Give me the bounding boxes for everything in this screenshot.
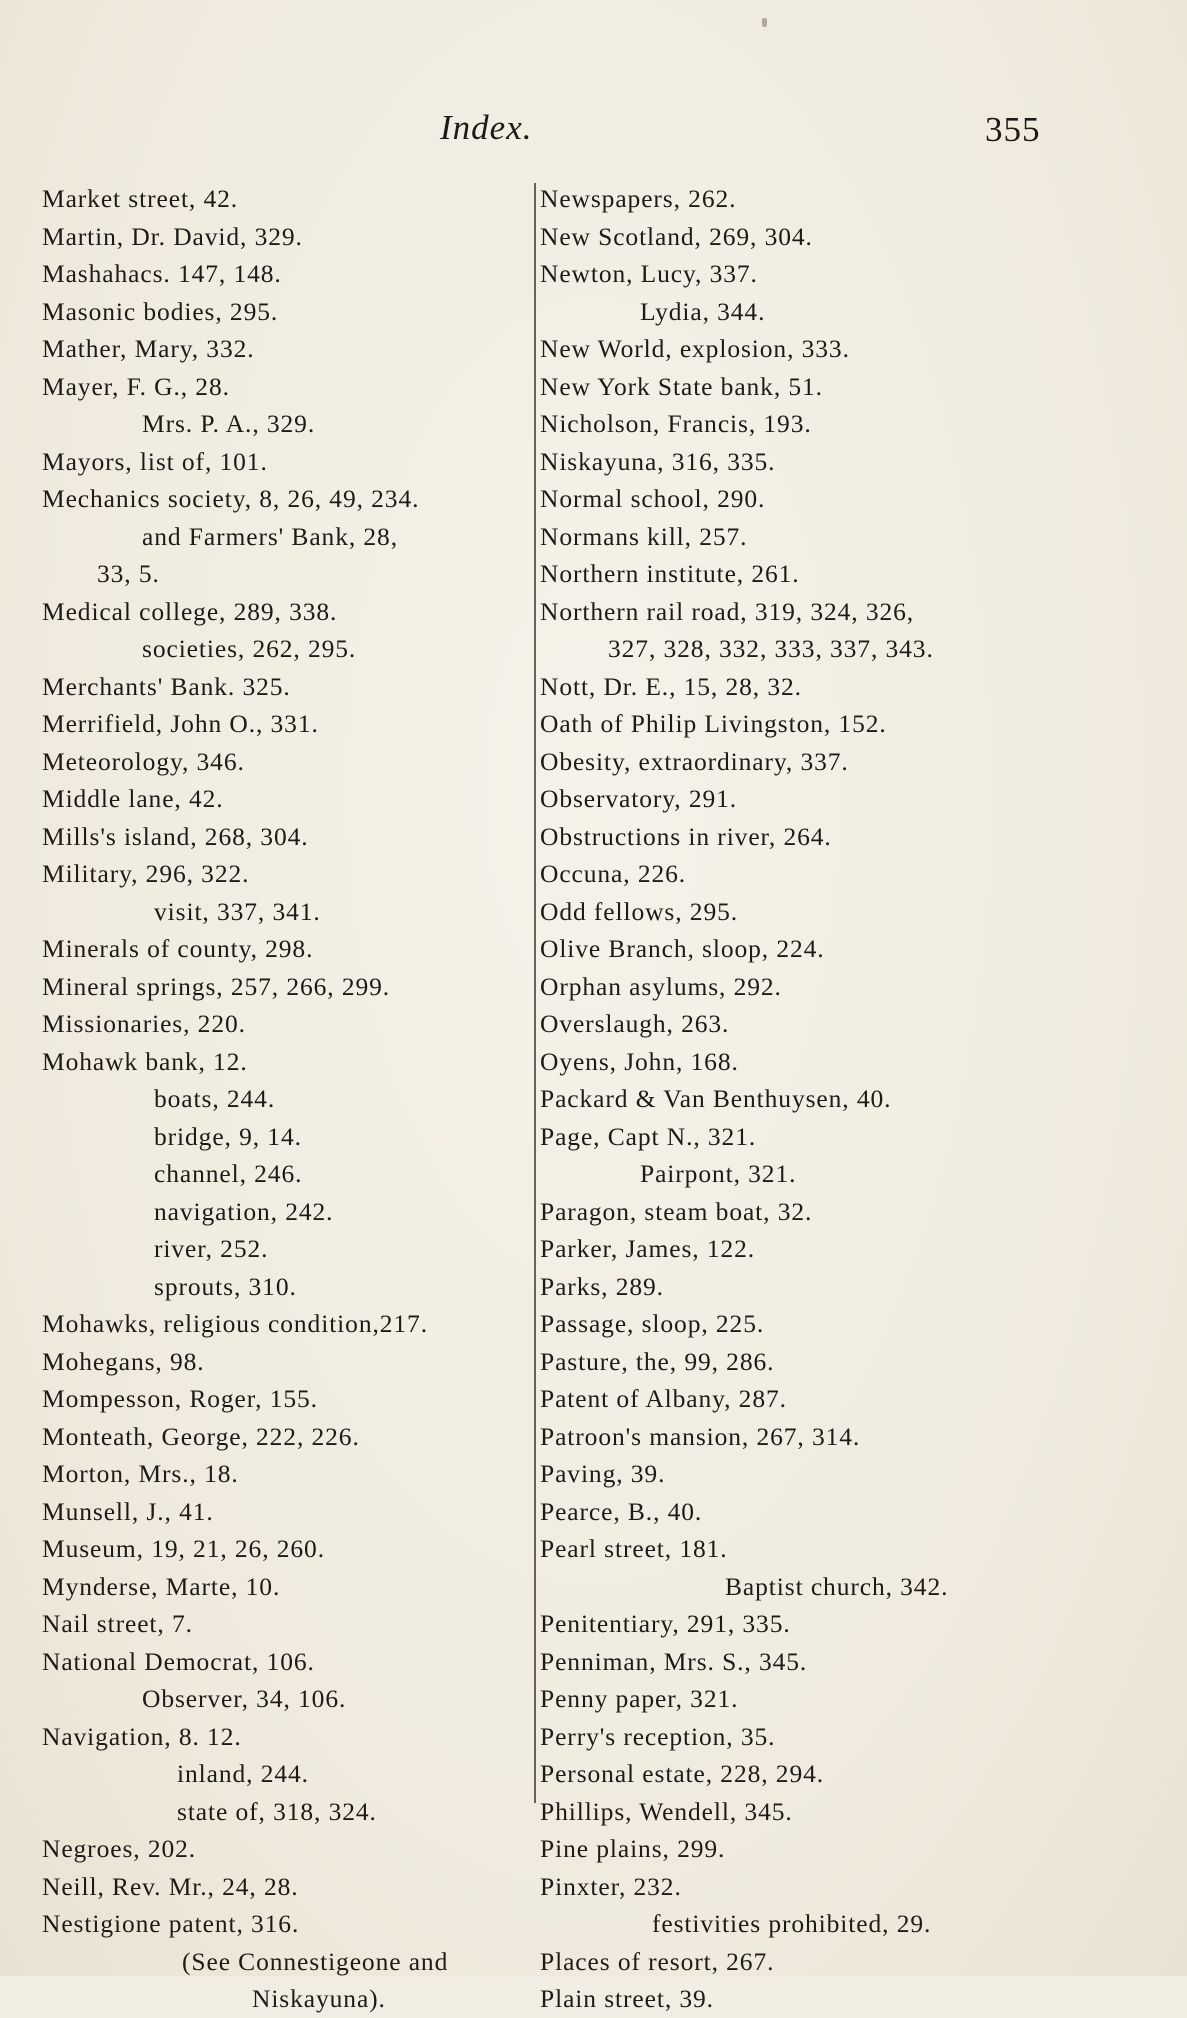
index-entry: Newton, Lucy, 337.: [540, 259, 758, 288]
index-subentry: state of, 318, 324.: [177, 1796, 377, 1826]
index-entry: National Democrat, 106.: [42, 1646, 315, 1676]
index-continuation: 327, 328, 332, 333, 337, 343.: [608, 634, 934, 663]
index-subentry: visit, 337, 341.: [154, 896, 321, 926]
index-entry: Normal school, 290.: [540, 484, 766, 513]
index-subentry: navigation, 242.: [154, 1196, 334, 1226]
index-entry: Northern institute, 261.: [540, 559, 800, 588]
index-entry: Newspapers, 262.: [540, 184, 737, 213]
index-entry: Pasture, the, 99, 286.: [540, 1346, 775, 1376]
index-entry: Passage, sloop, 225.: [540, 1309, 765, 1338]
index-subentry: Baptist church, 342.: [725, 1571, 949, 1601]
index-entry: Penny paper, 321.: [540, 1684, 739, 1713]
index-entry: Paving, 39.: [540, 1459, 666, 1488]
index-entry: New York State bank, 51.: [540, 371, 823, 401]
index-entry: Mills's island, 268, 304.: [42, 821, 309, 851]
index-entry: Nail street, 7.: [42, 1609, 193, 1638]
index-entry: Merchants' Bank. 325.: [42, 671, 291, 701]
index-entry: Mynderse, Marte, 10.: [42, 1571, 281, 1601]
index-entry: Penniman, Mrs. S., 345.: [540, 1646, 808, 1676]
index-entry: Minerals of county, 298.: [42, 934, 314, 963]
index-entry: Military, 296, 322.: [42, 859, 250, 888]
index-entry: Meteorology, 346.: [42, 746, 245, 776]
index-entry: New Scotland, 269, 304.: [540, 221, 813, 251]
index-subentry: festivities prohibited, 29.: [652, 1909, 932, 1938]
index-entry: Odd fellows, 295.: [540, 896, 739, 926]
index-entry: Morton, Mrs., 18.: [42, 1459, 239, 1488]
index-entry: Northern rail road, 319, 324, 326,: [540, 596, 915, 626]
index-entry: Oyens, John, 168.: [540, 1046, 739, 1076]
index-subentry: Pairpont, 321.: [640, 1159, 797, 1188]
index-entry: Page, Capt N., 321.: [540, 1121, 757, 1151]
index-entry: Missionaries, 220.: [42, 1009, 246, 1038]
index-entry: Mechanics society, 8, 26, 49, 234.: [42, 484, 420, 513]
index-entry: Patent of Albany, 287.: [540, 1384, 787, 1413]
index-entry: New World, explosion, 333.: [540, 334, 850, 363]
index-entry: Mineral springs, 257, 266, 299.: [42, 971, 391, 1001]
index-entry: Obesity, extraordinary, 337.: [540, 746, 849, 776]
index-entry: Mayors, list of, 101.: [42, 446, 268, 476]
index-entry: Nott, Dr. E., 15, 28, 32.: [540, 671, 802, 701]
index-entry: Niskayuna, 316, 335.: [540, 446, 776, 476]
running-title: Index.: [440, 108, 533, 147]
index-entry: Merrifield, John O., 331.: [42, 709, 319, 738]
index-entry: Munsell, J., 41.: [42, 1496, 214, 1526]
index-entry: Observatory, 291.: [540, 784, 738, 813]
index-entry: Pearce, B., 40.: [540, 1496, 703, 1526]
index-cross-reference: (See Connestigeone and: [182, 1946, 449, 1976]
index-entry: Parker, James, 122.: [540, 1234, 756, 1263]
index-entry: Mather, Mary, 332.: [42, 334, 255, 363]
index-entry: Market street, 42.: [42, 184, 239, 213]
index-continuation: 33, 5.: [97, 559, 160, 588]
index-entry: Patroon's mansion, 267, 314.: [540, 1421, 861, 1451]
index-entry: Olive Branch, sloop, 224.: [540, 934, 825, 963]
index-entry: Pine plains, 299.: [540, 1834, 726, 1863]
index-subentry: Mrs. P. A., 329.: [142, 409, 316, 438]
index-subentry: channel, 246.: [154, 1159, 303, 1188]
index-entry: Mohegans, 98.: [42, 1346, 205, 1376]
index-column-left: [42, 180, 542, 2018]
index-entry: Paragon, steam boat, 32.: [540, 1196, 813, 1226]
index-entry: Plain street, 39.: [540, 1984, 714, 2013]
index-entry: Packard & Van Benthuysen, 40.: [540, 1084, 892, 1113]
index-entry: Obstructions in river, 264.: [540, 821, 832, 851]
index-entry: Pearl street, 181.: [540, 1534, 728, 1563]
index-entry: Masonic bodies, 295.: [42, 296, 279, 326]
index-entry: Penitentiary, 291, 335.: [540, 1609, 791, 1638]
index-subentry: boats, 244.: [154, 1084, 276, 1113]
index-entry: Mompesson, Roger, 155.: [42, 1384, 318, 1413]
index-entry: Mayer, F. G., 28.: [42, 371, 230, 401]
index-entry: Middle lane, 42.: [42, 784, 224, 813]
index-subentry: Observer, 34, 106.: [142, 1684, 347, 1713]
index-subentry: sprouts, 310.: [154, 1271, 297, 1301]
index-entry: Mohawk bank, 12.: [42, 1046, 248, 1076]
index-entry: Medical college, 289, 338.: [42, 596, 338, 626]
index-entry: Phillips, Wendell, 345.: [540, 1796, 793, 1826]
index-subentry: societies, 262, 295.: [142, 634, 357, 663]
index-cross-reference: Niskayuna).: [252, 1984, 386, 2013]
ink-blot: [762, 18, 767, 27]
index-subentry: bridge, 9, 14.: [154, 1121, 302, 1151]
index-entry: Museum, 19, 21, 26, 260.: [42, 1534, 325, 1563]
index-entry: Mohawks, religious condition,217.: [42, 1309, 428, 1338]
index-entry: Navigation, 8. 12.: [42, 1721, 242, 1751]
index-entry: Pinxter, 232.: [540, 1871, 682, 1901]
index-entry: Mashahacs. 147, 148.: [42, 259, 282, 288]
index-entry: Places of resort, 267.: [540, 1946, 775, 1976]
index-column-right: [540, 180, 1100, 2018]
index-subentry: Lydia, 344.: [640, 296, 766, 326]
index-entry: Parks, 289.: [540, 1271, 664, 1301]
index-entry: Monteath, George, 222, 226.: [42, 1421, 360, 1451]
index-subentry: inland, 244.: [177, 1759, 309, 1788]
index-subentry: river, 252.: [154, 1234, 269, 1263]
index-entry: Nestigione patent, 316.: [42, 1909, 300, 1938]
index-entry: Oath of Philip Livingston, 152.: [540, 709, 887, 738]
index-entry: Neill, Rev. Mr., 24, 28.: [42, 1871, 299, 1901]
page-number: 355: [985, 110, 1041, 149]
index-entry: Martin, Dr. David, 329.: [42, 221, 303, 251]
index-entry: Normans kill, 257.: [540, 521, 748, 551]
index-entry: Orphan asylums, 292.: [540, 971, 782, 1001]
index-entry: Nicholson, Francis, 193.: [540, 409, 812, 438]
index-entry: Overslaugh, 263.: [540, 1009, 730, 1038]
index-entry: Personal estate, 228, 294.: [540, 1759, 825, 1788]
index-subentry: and Farmers' Bank, 28,: [142, 521, 398, 551]
index-entry: Perry's reception, 35.: [540, 1721, 776, 1751]
index-entry: Occuna, 226.: [540, 859, 687, 888]
index-entry: Negroes, 202.: [42, 1834, 197, 1863]
